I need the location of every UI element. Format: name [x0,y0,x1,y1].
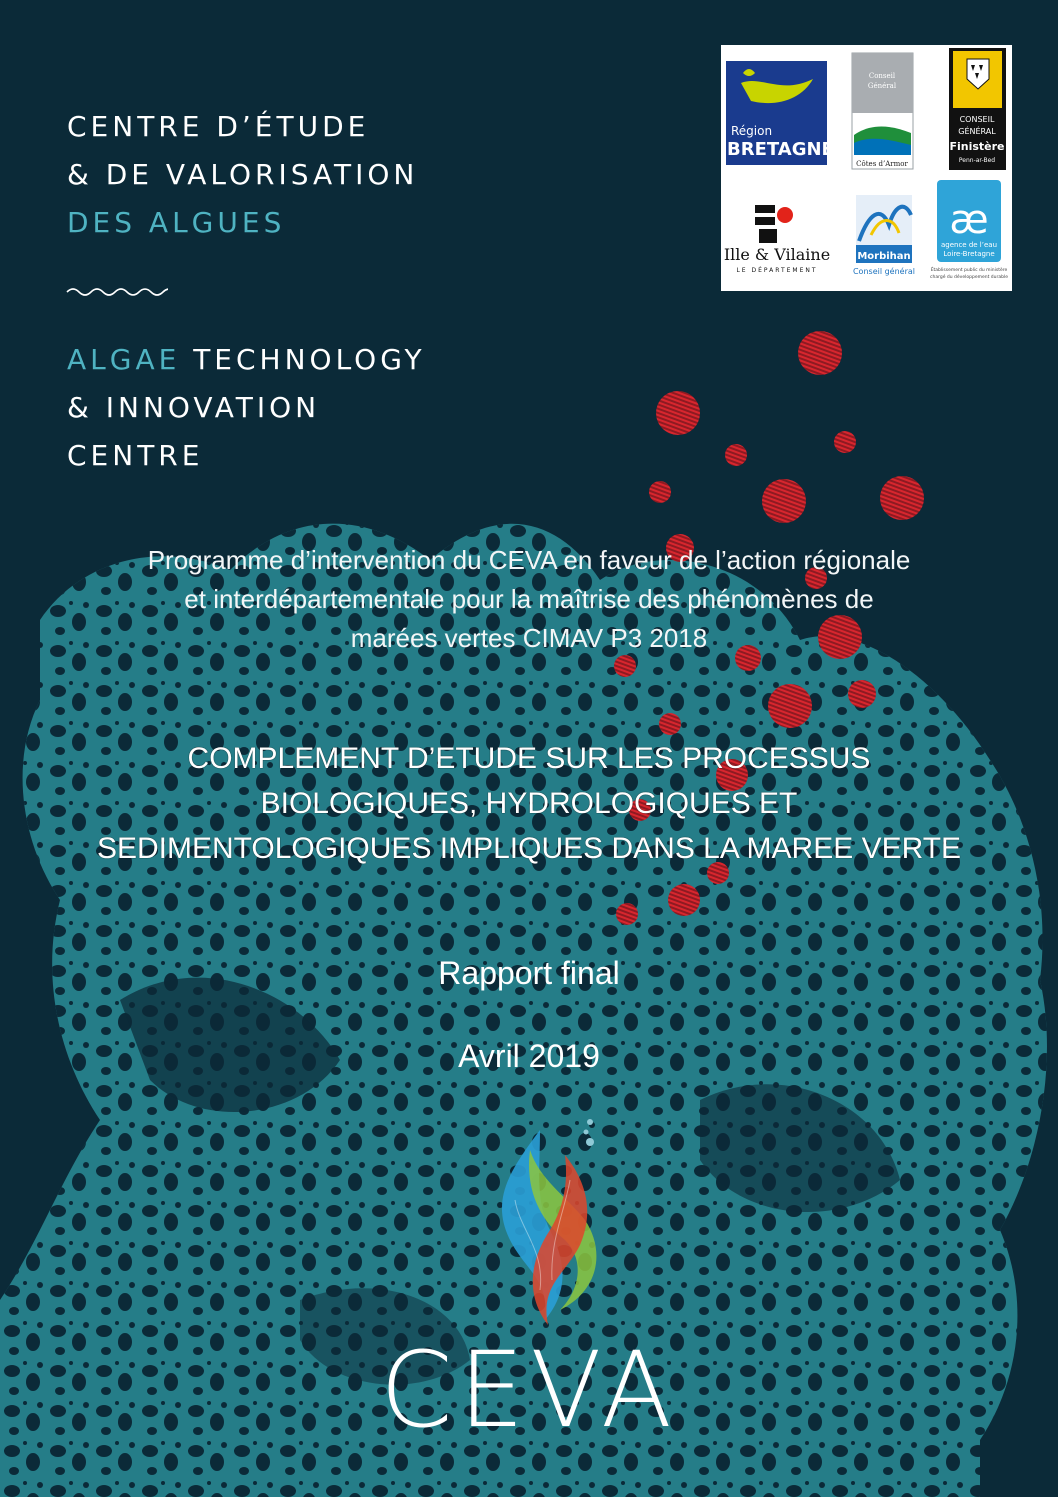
finistere-line3: Finistère [949,140,1005,153]
svg-text:æ: æ [949,197,989,243]
finistere-logo [949,48,1006,170]
program-description [0,541,1058,658]
agence-line3: Établissement public du ministère [930,268,1008,273]
morbihan-line1: Morbihan [857,251,911,262]
agence-line4: chargé du développement durable [930,275,1008,280]
program-line3: marées vertes CIMAV P3 2018 [350,623,708,653]
program-line1: Programme d’intervention du CEVA en faveur de l’action régionale [147,545,911,575]
region-line1: Région [731,124,773,138]
ceva-flame-icon [470,1110,620,1340]
organization-en [67,336,426,480]
org-en-highlight: ALGAE [67,343,181,376]
title-line1: COMPLEMENT D’ETUDE SUR LES PROCESSUS [187,742,871,775]
report-date: Avril 2019 [458,1038,600,1074]
org-en-line1: TECHNOLOGY [180,343,426,376]
org-fr-line3: DES ALGUES [67,206,286,239]
wave-divider [66,284,168,300]
program-line2: et interdépartementale pour la maîtrise des phénomènes de [184,584,874,614]
finistere-line4: Penn-ar-Bed [958,157,996,164]
org-fr-line2: & DE VALORISATION [67,158,419,191]
finistere-line1: CONSEIL [959,115,995,124]
title-line3: SEDIMENTOLOGIQUES IMPLIQUES DANS LA MAREE VERTE [96,832,962,865]
ceva-wordmark: CEVA [380,1329,678,1451]
cotes-line1: Conseil [868,72,896,80]
cotes-armor-logo [852,53,913,169]
agence-line1: agence de l’eau [940,241,998,249]
org-en-line3: CENTRE [67,439,204,472]
report-title [0,736,1058,871]
title-line2: BIOLOGIQUES, HYDROLOGIQUES ET [260,787,798,820]
agence-line2: Loire-Bretagne [943,250,995,258]
region-line2: BRETAGNE [727,139,834,160]
org-fr-line1: CENTRE D’ÉTUDE [67,110,370,143]
cotes-line3: Côtes d’Armor [856,160,908,168]
partner-logos [721,45,1012,291]
ille-line1: Ille & Vilaine [723,245,831,264]
report-type: Rapport final [438,955,620,991]
cotes-line2: Général [867,82,897,90]
org-en-line2: & INNOVATION [67,391,321,424]
organization-fr [67,103,418,247]
ille-line2: LE DÉPARTEMENT [736,267,818,274]
morbihan-line2: Conseil général [852,267,916,276]
finistere-line2: GÉNÉRAL [958,127,996,136]
region-bretagne-logo [726,61,834,165]
